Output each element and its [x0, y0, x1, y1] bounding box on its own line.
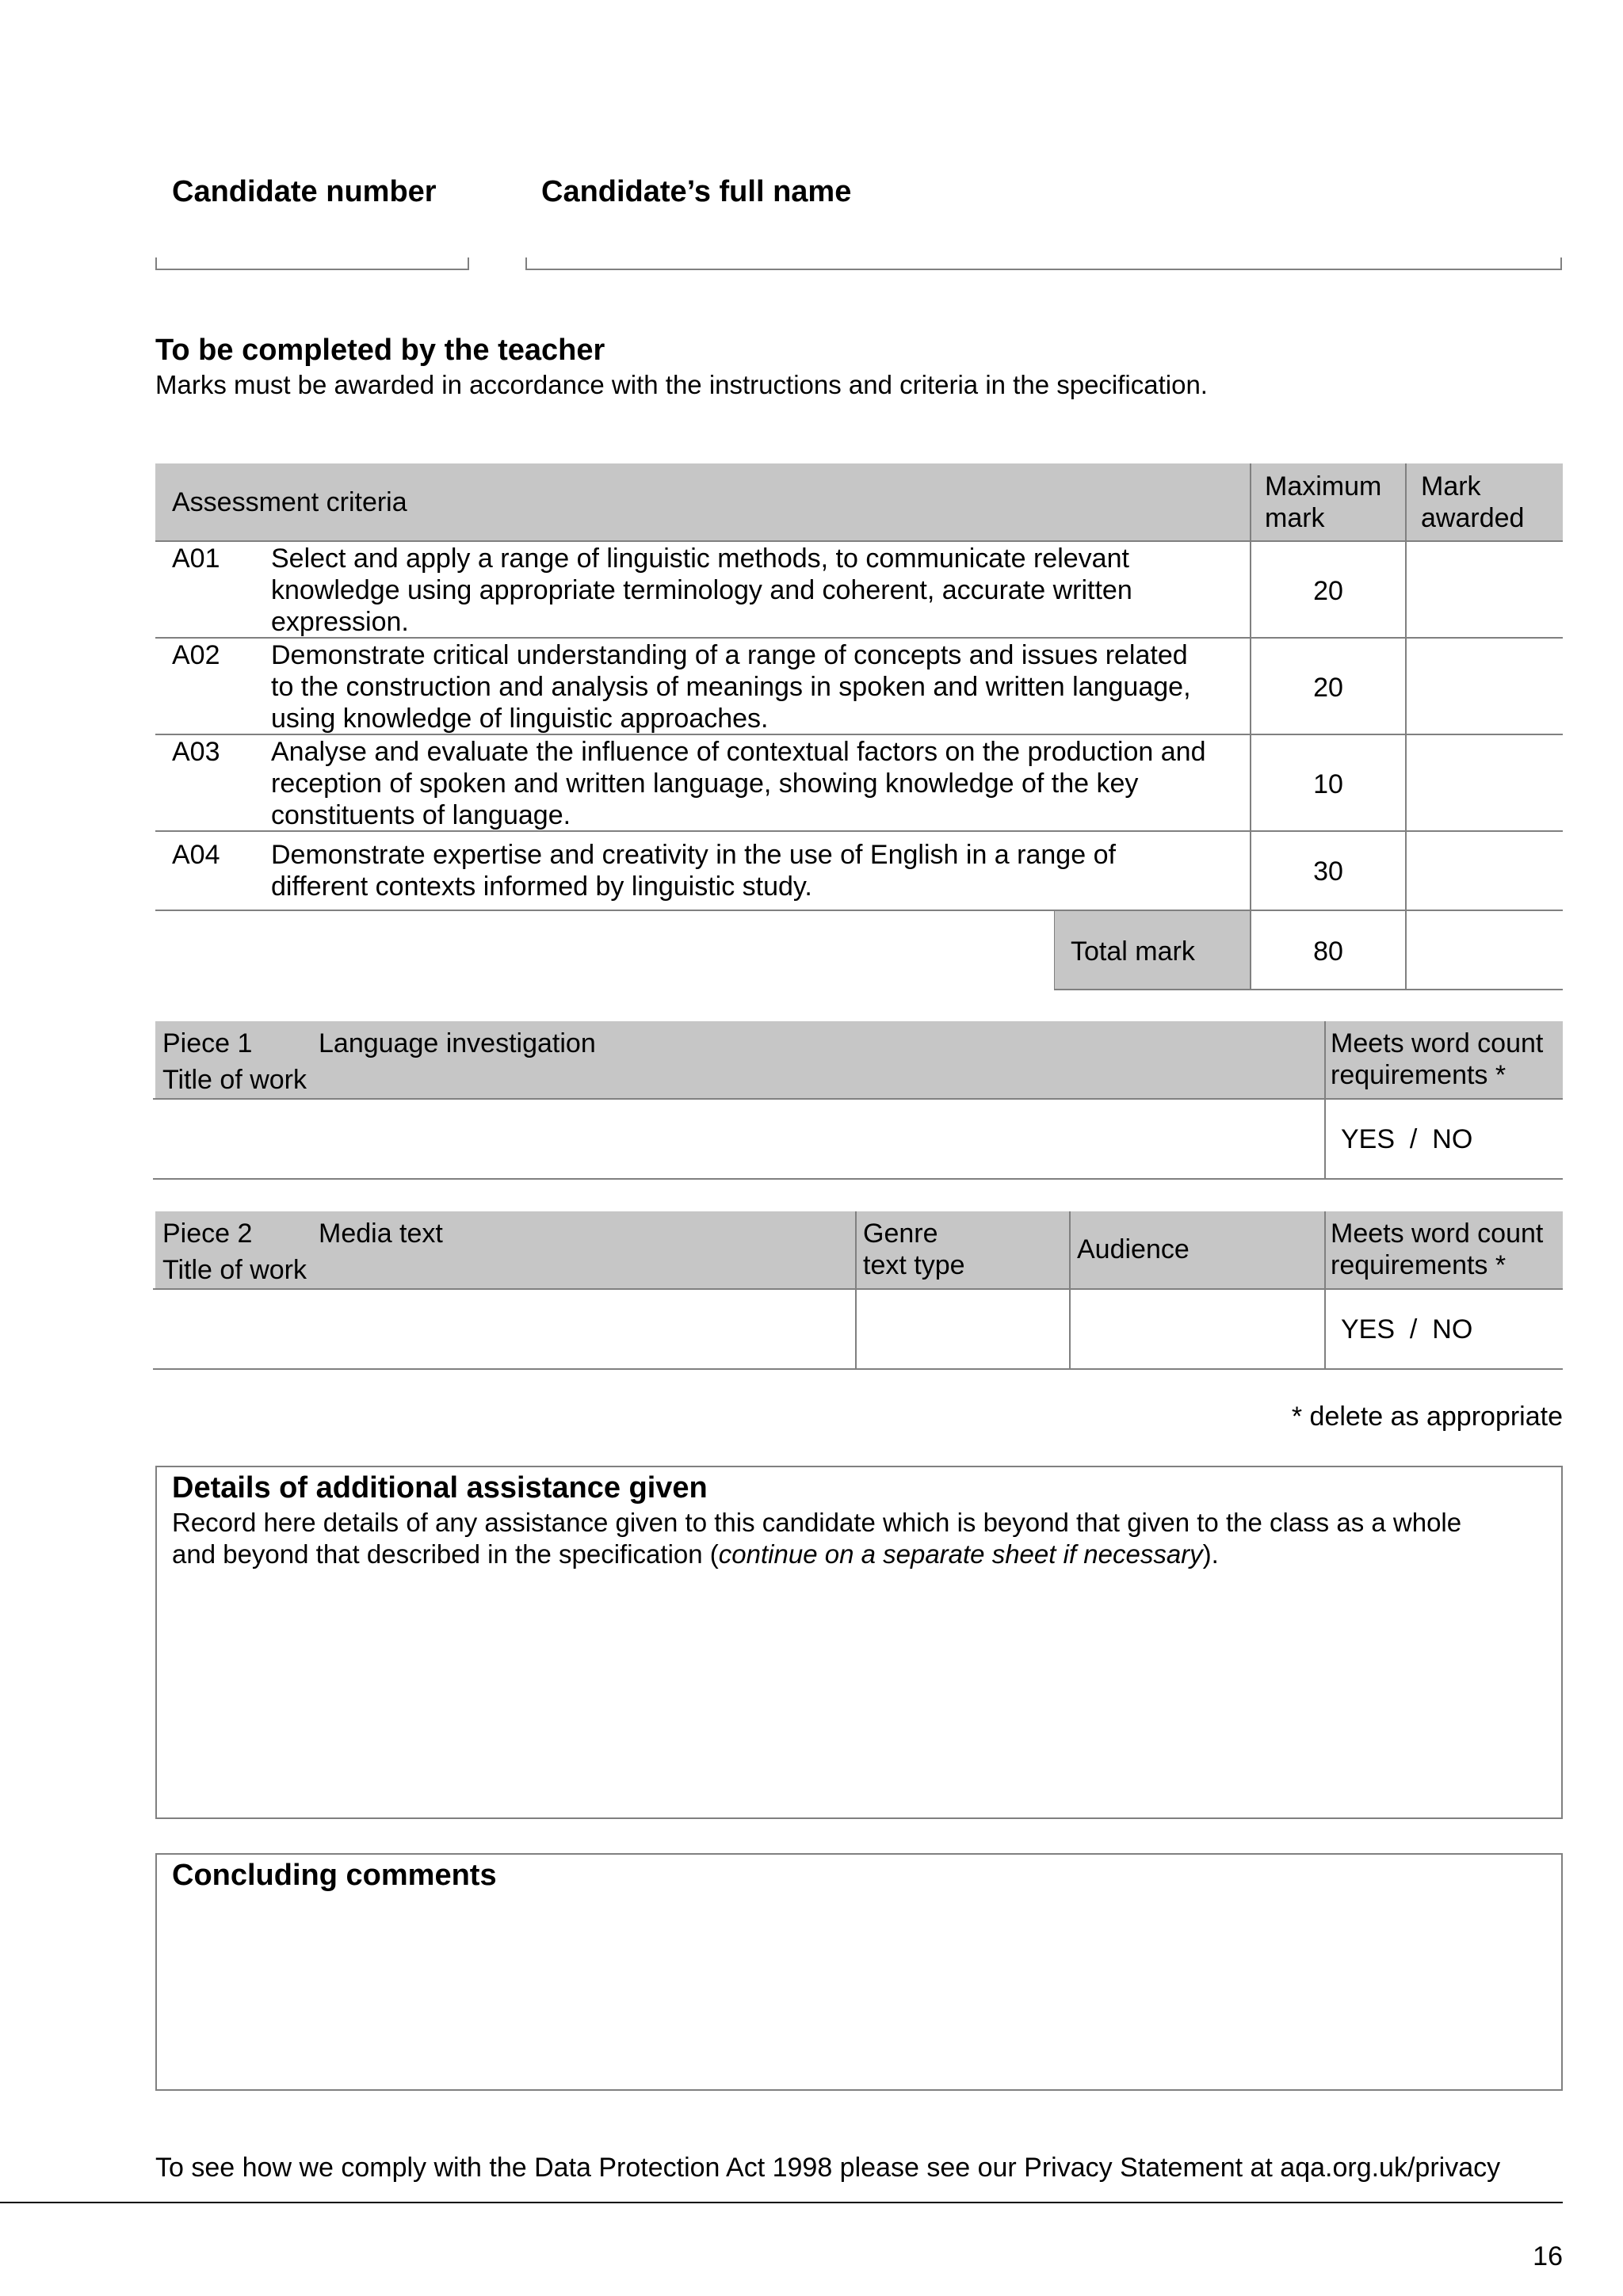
- piece2-yes-no[interactable]: YES / NO: [1341, 1314, 1473, 1344]
- max-mark: 20: [1313, 673, 1343, 703]
- criteria-text-line: to the construction and analysis of meanings in spoken and written language,: [271, 672, 1191, 702]
- footer-rule: [0, 2202, 1563, 2203]
- header-awarded-line1: Mark: [1421, 471, 1481, 502]
- privacy-statement: To see how we comply with the Data Protection Act 1998 please see our Privacy Statement at aqa.org.uk/privacy: [155, 2153, 1501, 2183]
- piece2-wordcount-line2: requirements *: [1331, 1250, 1507, 1280]
- piece2-genre-input[interactable]: [857, 1290, 1069, 1368]
- criteria-text-line: knowledge using appropriate terminology and coherent, accurate written: [271, 575, 1132, 605]
- max-mark: 10: [1313, 769, 1343, 799]
- assistance-heading: Details of additional assistance given: [172, 1471, 708, 1505]
- criteria-text-line: using knowledge of linguistic approaches.: [271, 704, 769, 734]
- criteria-code: A01: [172, 543, 220, 574]
- criteria-text-line: Select and apply a range of linguistic methods, to communicate relevant: [271, 543, 1129, 574]
- header-max-line2: mark: [1265, 503, 1325, 533]
- candidate-name-label: Candidate’s full name: [541, 175, 852, 208]
- criteria-text-line: reception of spoken and written language, showing knowledge of the key: [271, 769, 1139, 799]
- criteria-code: A03: [172, 737, 220, 767]
- max-mark: 30: [1313, 856, 1343, 887]
- teacher-heading: To be completed by the teacher: [155, 334, 605, 367]
- mark-awarded-input[interactable]: [1407, 832, 1563, 910]
- piece1-title-input[interactable]: [155, 1100, 1324, 1178]
- total-awarded-input[interactable]: [1407, 911, 1563, 989]
- piece2-title-label: Title of work: [162, 1255, 307, 1285]
- header-max-line1: Maximum: [1265, 471, 1382, 502]
- piece2-type: Media text: [319, 1219, 443, 1249]
- piece1-yes-no[interactable]: YES / NO: [1341, 1124, 1473, 1154]
- piece2-audience-input[interactable]: [1071, 1290, 1324, 1368]
- criteria-text-line: Analyse and evaluate the influence of contextual factors on the production and: [271, 737, 1206, 767]
- piece2-label: Piece 2: [162, 1219, 253, 1249]
- piece1-wordcount-line1: Meets word count: [1331, 1028, 1544, 1058]
- criteria-code: A04: [172, 840, 220, 870]
- criteria-text-line: expression.: [271, 607, 409, 637]
- piece2-genre-line1: Genre: [863, 1219, 938, 1249]
- max-mark: 20: [1313, 576, 1343, 606]
- piece2-genre-line2: text type: [863, 1250, 965, 1280]
- assistance-text-line2: and beyond that described in the specification (continue on a separate sheet if necessary).: [172, 1539, 1219, 1569]
- candidate-number-field[interactable]: [155, 257, 469, 270]
- piece1-type: Language investigation: [319, 1028, 596, 1058]
- criteria-text-line: constituents of language.: [271, 800, 571, 830]
- criteria-text-line: Demonstrate expertise and creativity in the use of English in a range of: [271, 840, 1116, 870]
- mark-awarded-input[interactable]: [1407, 639, 1563, 734]
- header-criteria: Assessment criteria: [172, 487, 407, 517]
- piece1-wordcount-line2: requirements *: [1331, 1060, 1507, 1090]
- mark-awarded-input[interactable]: [1407, 735, 1563, 830]
- page-number: 16: [1533, 2241, 1563, 2271]
- mark-awarded-input[interactable]: [1407, 542, 1563, 637]
- total-max-mark: 80: [1313, 936, 1343, 967]
- piece2-wordcount-line1: Meets word count: [1331, 1219, 1544, 1249]
- header-awarded-line2: awarded: [1421, 503, 1525, 533]
- concluding-heading: Concluding comments: [172, 1859, 497, 1892]
- piece2-title-input[interactable]: [155, 1290, 855, 1368]
- criteria-code: A02: [172, 640, 220, 670]
- delete-note: * delete as appropriate: [1291, 1402, 1563, 1432]
- criteria-text-line: different contexts informed by linguistic study.: [271, 871, 812, 902]
- piece1-title-label: Title of work: [162, 1065, 307, 1095]
- teacher-instructions: Marks must be awarded in accordance with the instructions and criteria in the specification.: [155, 370, 1208, 399]
- piece1-label: Piece 1: [162, 1028, 253, 1058]
- piece2-audience-label: Audience: [1077, 1234, 1190, 1264]
- assistance-text-line1: Record here details of any assistance given to this candidate which is beyond that given to the class as a whole: [172, 1508, 1462, 1537]
- candidate-name-field[interactable]: [525, 257, 1562, 270]
- criteria-text-line: Demonstrate critical understanding of a range of concepts and issues related: [271, 640, 1188, 670]
- total-label: Total mark: [1071, 936, 1195, 967]
- candidate-number-label: Candidate number: [172, 175, 437, 208]
